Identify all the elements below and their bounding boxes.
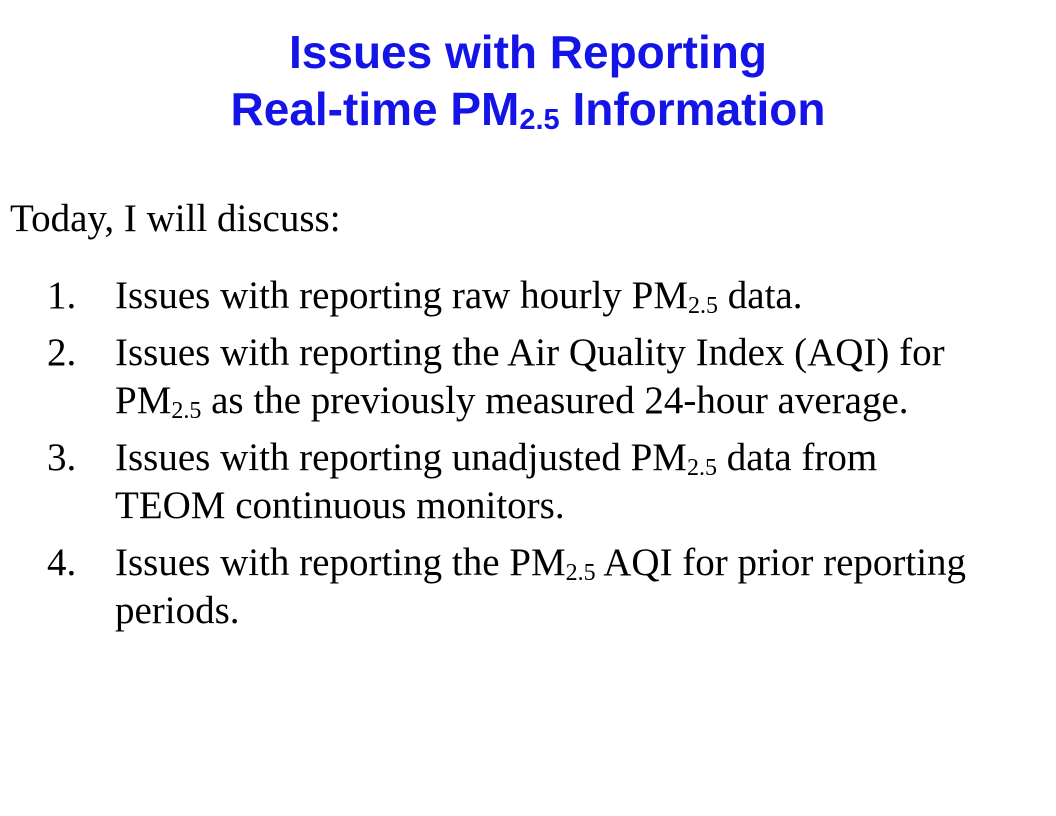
item-text: [115, 274, 803, 317]
item-text-start: Issues with reporting the Air Quality Index (AQI) for PM: [115, 331, 945, 422]
item-subscript: 2.5: [686, 455, 717, 481]
item-subscript: 2.5: [171, 398, 202, 424]
item-text: [115, 331, 945, 422]
title-prefix: Real-time PM: [230, 83, 520, 135]
list-item: [0, 539, 995, 635]
slide-title: [0, 24, 1056, 138]
intro-text: Today, I will discuss:: [10, 197, 341, 240]
item-text-end: AQI for prior reporting periods.: [115, 541, 967, 632]
item-text-start: Issues with reporting unadjusted PM: [115, 436, 687, 479]
item-number: 1.: [47, 274, 77, 317]
item-text-start: Issues with reporting the PM: [115, 541, 566, 584]
title-subscript: 2.5: [519, 104, 560, 136]
item-text-end: as the previously measured 24-hour average.: [201, 379, 909, 422]
item-text-end: data from TEOM continuous monitors.: [115, 436, 878, 527]
title-suffix: Information: [559, 83, 826, 135]
item-text-end: data.: [718, 274, 803, 317]
list-item: [0, 272, 995, 320]
item-number: 4.: [47, 541, 77, 584]
title-line-1: Issues with Reporting: [289, 26, 767, 78]
item-subscript: 2.5: [688, 293, 719, 319]
item-text: [115, 541, 966, 632]
item-number: 3.: [47, 436, 77, 479]
list-item: [0, 329, 995, 425]
item-text: [115, 436, 877, 527]
list-item: [0, 434, 995, 530]
topic-list: [0, 272, 1056, 644]
item-text-start: Issues with reporting raw hourly PM: [115, 274, 689, 317]
item-number: 2.: [47, 331, 77, 374]
item-subscript: 2.5: [565, 560, 596, 586]
title-line-2: [0, 81, 1056, 138]
